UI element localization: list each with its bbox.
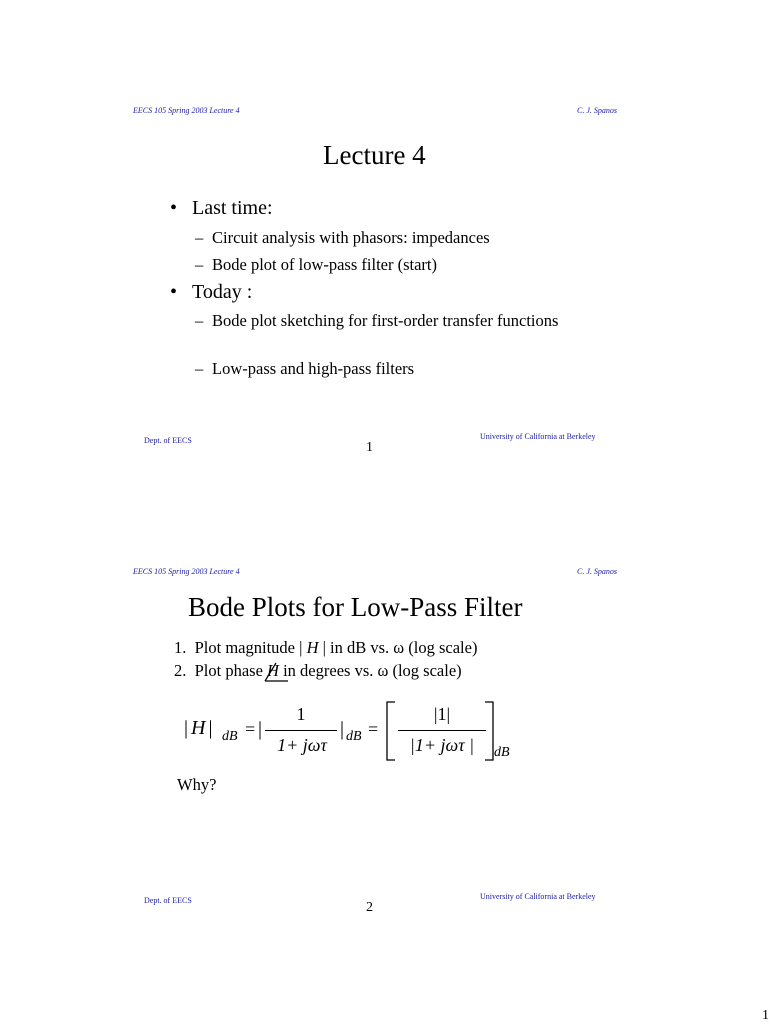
slide-1-footer-left: Dept. of EECS: [144, 436, 192, 445]
bullet-dot: •: [170, 197, 178, 219]
eq-equals-2: =: [368, 719, 379, 739]
eq-sub-db-3: dB: [494, 745, 510, 760]
bullet-text: Last time:: [192, 197, 273, 219]
slide-2-page-number: 2: [366, 900, 373, 915]
corner-page-number: 1: [762, 1008, 769, 1023]
slide-1-title: Lecture 4: [323, 140, 426, 170]
eq-sub-db-2: dB: [346, 729, 362, 744]
sub-bullet-text: Low-pass and high-pass filters: [212, 359, 415, 378]
frac2-denominator: |1+ jωτ |: [409, 735, 475, 755]
slide-2-footer-left: Dept. of EECS: [144, 896, 192, 905]
frac1-line: [265, 730, 337, 731]
slide-2-title: Bode Plots for Low-Pass Filter: [188, 592, 523, 622]
slide-1-header-left: EECS 105 Spring 2003 Lecture 4: [133, 106, 240, 115]
step-symbol: H: [306, 638, 319, 657]
eq-bar: |: [340, 718, 345, 740]
slide-1-sub-1-2: – Bode plot of low-pass filter (start): [195, 255, 437, 274]
step-text: in degrees vs. ω (log scale): [278, 661, 462, 680]
angle-icon: [263, 661, 289, 683]
slide-2-why: Why?: [177, 775, 217, 794]
sub-bullet-text: Bode plot sketching for first-order transfer functions: [212, 311, 559, 330]
slide-2-footer-right: University of California at Berkeley: [480, 892, 596, 901]
angle-symbol: H: [267, 661, 279, 681]
frac2-numerator: |1|: [433, 704, 451, 724]
frac1-denominator: 1+ jωτ: [277, 735, 327, 755]
step-text: | in dB vs. ω (log scale): [318, 638, 478, 657]
slide-1-footer-right: University of California at Berkeley: [480, 432, 596, 441]
step-text: Plot phase: [194, 661, 268, 680]
step-number: 1.: [174, 638, 187, 657]
bullet-text: Today :: [192, 281, 253, 303]
slide-1-sub-1-1: – Circuit analysis with phasors: impedances: [195, 228, 490, 247]
eq-bar: |: [258, 718, 263, 740]
slide-1-sub-2-1: – Bode plot sketching for first-order transfer functions: [195, 311, 559, 330]
slide-1-bullet-2: [170, 281, 252, 304]
slide-1-header-right: C. J. Spanos: [577, 106, 617, 115]
bullet-dot: •: [170, 281, 178, 303]
frac2-line: [398, 730, 486, 731]
slide-2-step-2: [174, 661, 462, 681]
frac1-numerator: 1: [296, 704, 306, 724]
sub-bullet-text: Bode plot of low-pass filter (start): [212, 255, 437, 274]
step-number: 2.: [174, 661, 187, 680]
slide-2-step-1: [174, 638, 477, 658]
step-text: Plot magnitude |: [194, 638, 307, 657]
eq-equals-1: =: [245, 719, 256, 739]
slide-2-header-left: EECS 105 Spring 2003 Lecture 4: [133, 567, 240, 576]
slide-2-header-right: C. J. Spanos: [577, 567, 617, 576]
eq-sub-db-1: dB: [222, 729, 238, 744]
slide-1-bullet-1: [170, 197, 273, 220]
sub-bullet-text: Circuit analysis with phasors: impedances: [212, 228, 490, 247]
slide-1-page-number: 1: [366, 440, 373, 455]
eq-H: H: [191, 717, 206, 739]
slide-1-sub-2-2: – Low-pass and high-pass filters: [195, 359, 415, 378]
